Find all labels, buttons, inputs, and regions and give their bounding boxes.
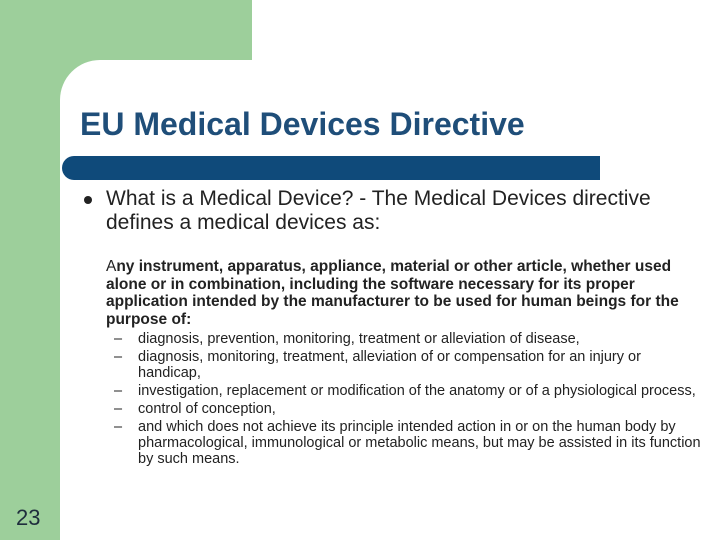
list-item-text: and which does not achieve its principle intended action in or on the human body by pharmacological, immunological or metabolic means, but may be assisted in its function by such means. xyxy=(138,419,701,467)
list-item-text: investigation, replacement or modification of the anatomy or of a physiological process, xyxy=(138,383,696,399)
dash-bullet-icon: – xyxy=(114,419,123,435)
slide-title: EU Medical Devices Directive xyxy=(80,106,525,142)
dash-bullet-icon: – xyxy=(114,383,123,399)
title-underline-bar xyxy=(62,156,600,180)
list-item xyxy=(114,349,704,381)
list-item xyxy=(114,419,704,467)
list-item xyxy=(114,401,704,417)
purpose-list xyxy=(114,331,704,469)
definition-text: ny instrument, apparatus, appliance, material or other article, whether used alone or in combination, including the software necessary for its proper application intended by the manufacturer to be used for human beings for the purpose of: xyxy=(106,258,679,328)
definition-first-letter: A xyxy=(106,258,117,275)
list-item xyxy=(114,383,704,399)
bullet-dot-icon xyxy=(84,196,92,204)
main-bullet-text: What is a Medical Device? - The Medical Devices directive defines a medical devices as: xyxy=(106,187,651,234)
definition-paragraph xyxy=(106,258,696,328)
dash-bullet-icon: – xyxy=(114,331,123,347)
list-item-text: control of conception, xyxy=(138,401,276,417)
list-item-text: diagnosis, prevention, monitoring, treatment or alleviation of disease, xyxy=(138,331,580,347)
decorative-green-strip-left xyxy=(0,0,60,540)
dash-bullet-icon: – xyxy=(114,349,123,365)
dash-bullet-icon: – xyxy=(114,401,123,417)
list-item xyxy=(114,331,704,347)
list-item-text: diagnosis, monitoring, treatment, alleviation of or compensation for an injury or handicap, xyxy=(138,349,641,381)
page-number: 23 xyxy=(16,505,41,530)
